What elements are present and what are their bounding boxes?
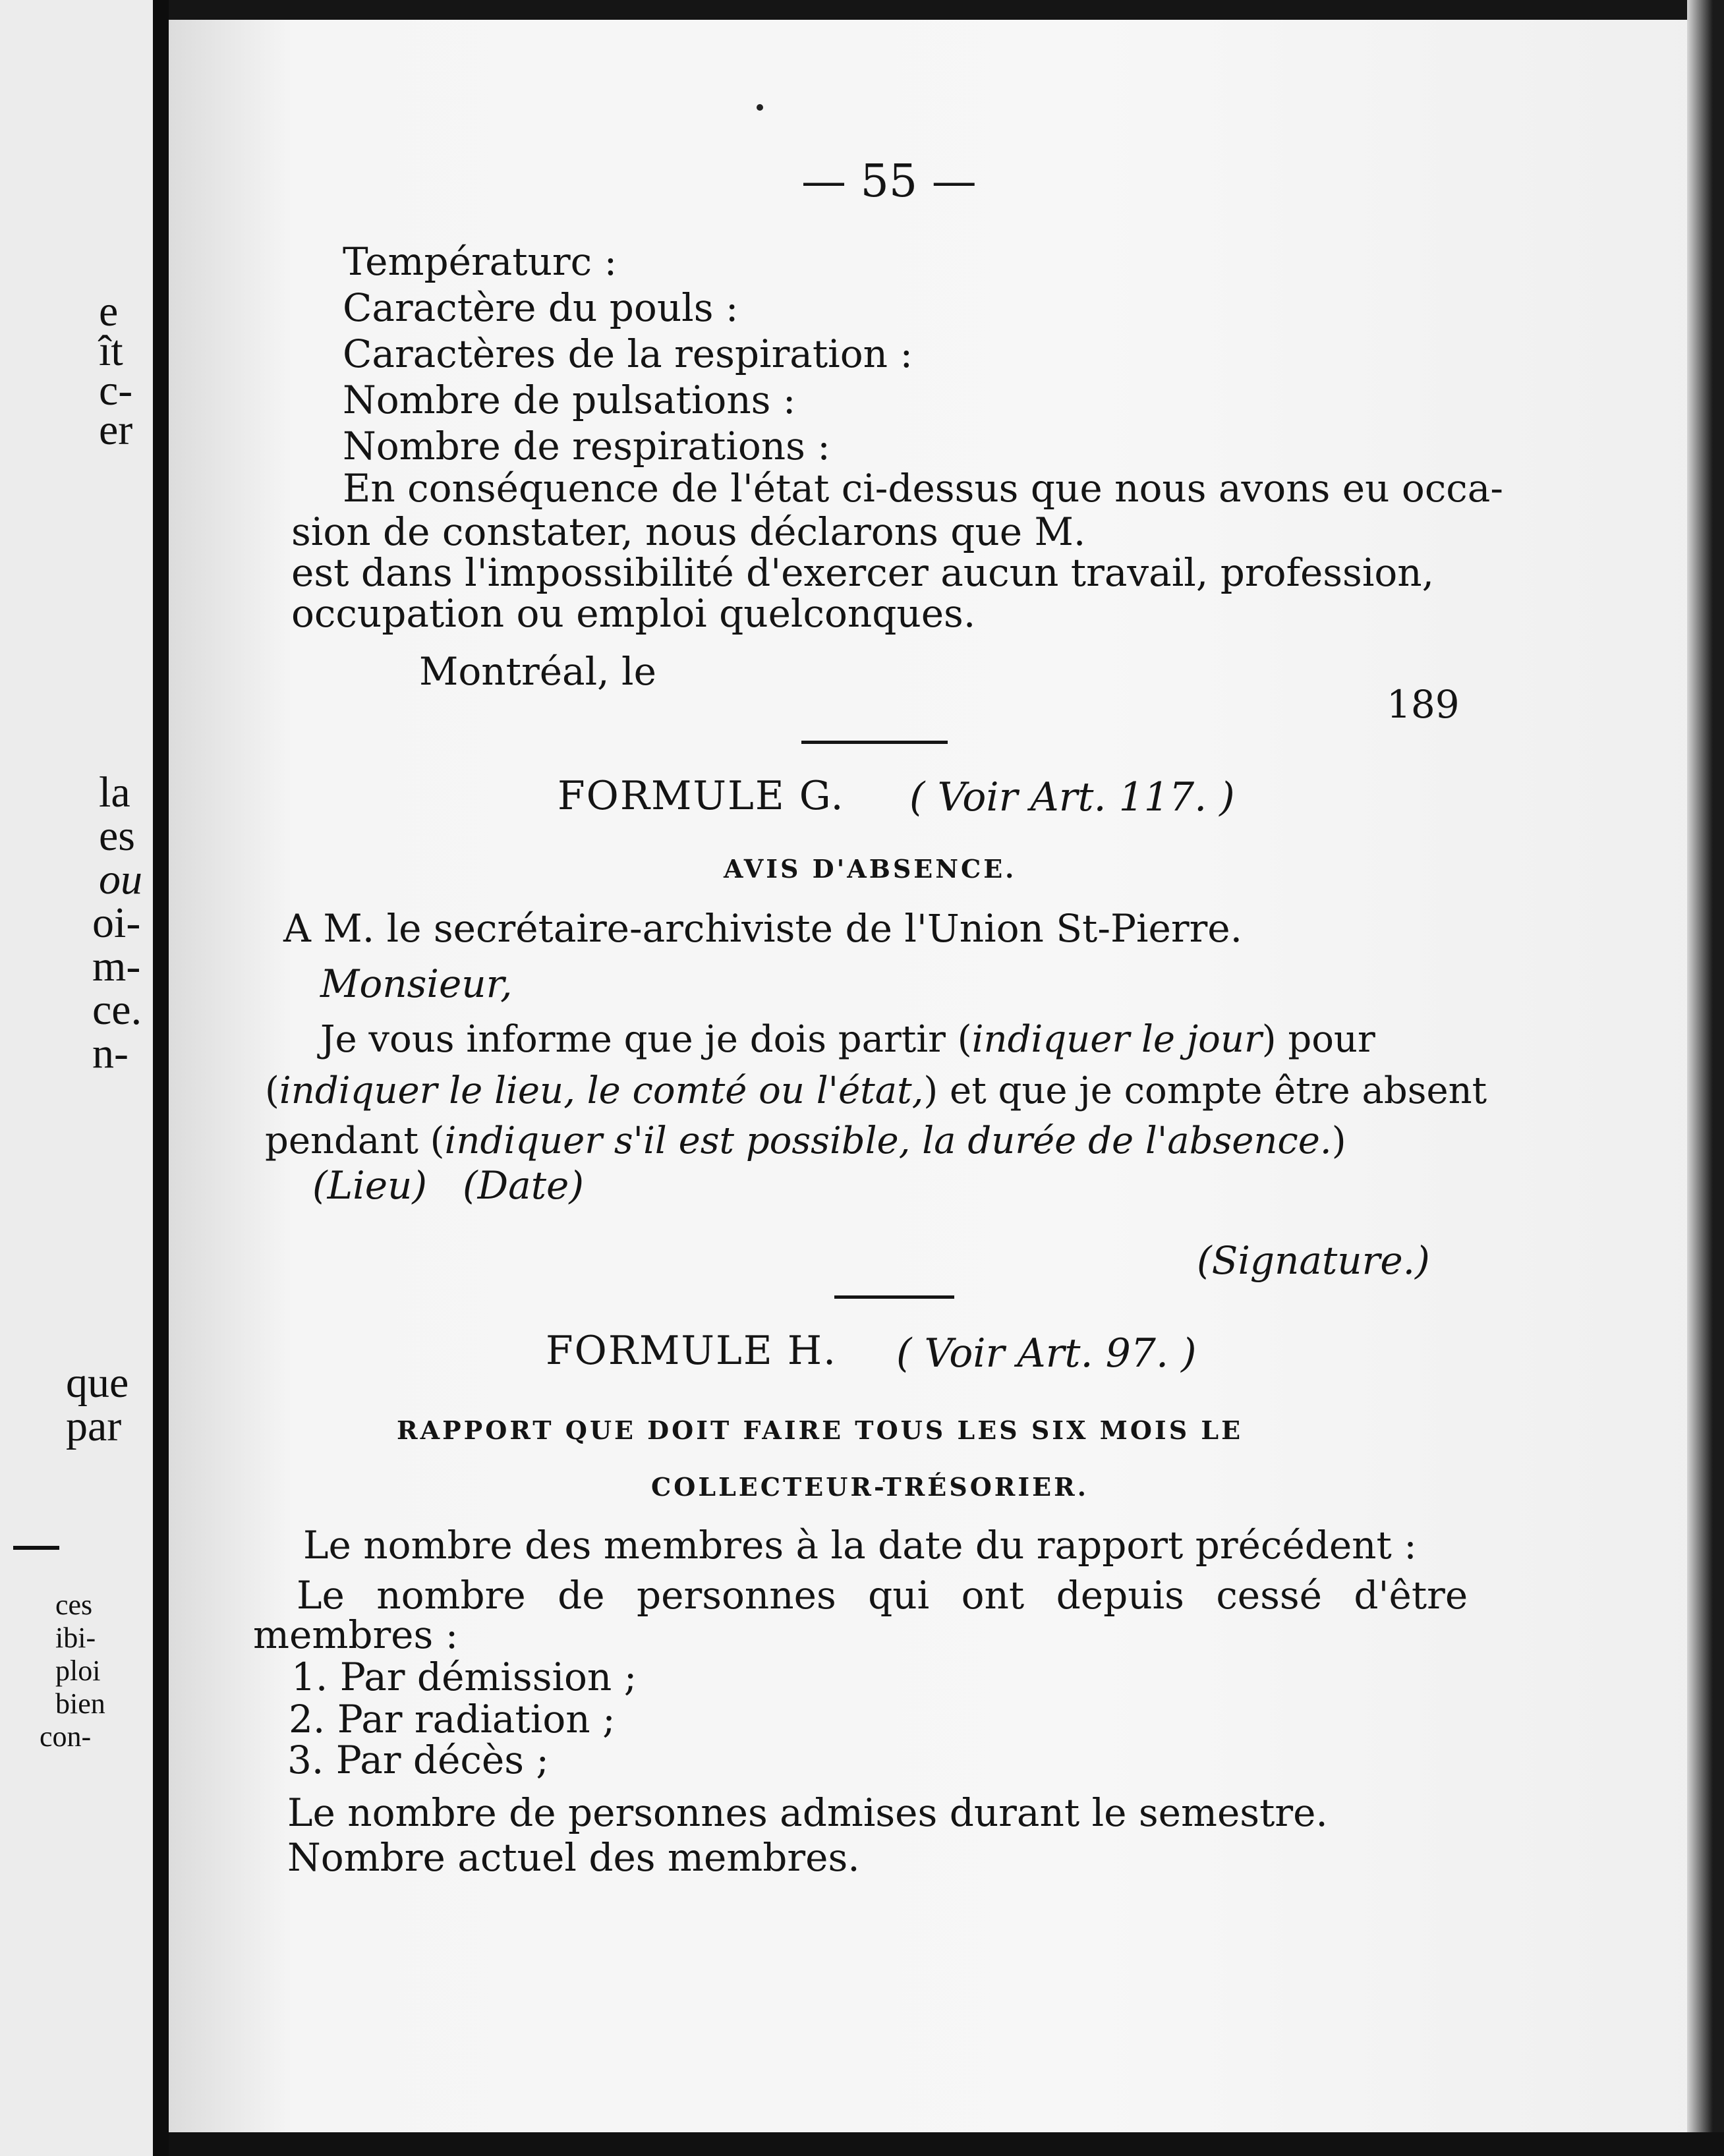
body-line-2	[265, 1069, 1487, 1112]
ink-speck	[757, 104, 763, 111]
left-fragment: n-	[92, 1029, 129, 1077]
report-line: Le nombre des membres à la date du rapport précédent :	[303, 1523, 1417, 1568]
body-line-3	[265, 1120, 1346, 1162]
page-number: — 55 —	[801, 156, 977, 208]
left-fragment: la	[99, 768, 130, 816]
left-fragment: que	[66, 1359, 129, 1407]
report-line: 2. Par radiation ;	[289, 1697, 616, 1742]
formule-h-ref: ( Voir Art. 97. )	[896, 1330, 1197, 1376]
left-fragment: er	[99, 406, 133, 454]
body-text: Je vous informe que je dois partir (	[320, 1018, 972, 1061]
book-page	[169, 0, 1711, 2156]
body-italic: indiquer s'il est possible, la durée de l'absence.	[444, 1120, 1332, 1162]
scan-top-edge	[169, 0, 1724, 20]
left-fragment: ces	[55, 1589, 93, 1621]
scan-bottom-edge	[169, 2132, 1724, 2156]
cert-line: Températurc :	[343, 239, 618, 284]
report-line: Le nombre de personnes qui ont depuis cessé d'être	[297, 1573, 1468, 1618]
left-fragment: ploi	[55, 1655, 101, 1687]
formule-g-subtitle: AVIS D'ABSENCE.	[724, 854, 1017, 884]
section-divider	[834, 1295, 954, 1299]
lieu-label: (Lieu)	[312, 1163, 427, 1208]
report-line: membres :	[253, 1612, 459, 1657]
left-fragment: ce.	[92, 986, 142, 1034]
page-gutter	[153, 0, 169, 2156]
left-fragment: ibi-	[55, 1622, 96, 1654]
body-text: (	[265, 1069, 279, 1112]
year: 189	[1387, 682, 1460, 727]
left-page-rule	[13, 1546, 59, 1550]
left-fragment: e	[99, 287, 119, 335]
formule-h-title: FORMULE H.	[546, 1328, 838, 1374]
formule-g-ref: ( Voir Art. 117. )	[909, 774, 1235, 820]
cert-line: Nombre de pulsations :	[343, 378, 796, 422]
body-text: )	[1331, 1120, 1346, 1162]
body-italic: indiquer le jour	[971, 1018, 1262, 1061]
report-line: Le nombre de personnes admises durant le semestre.	[287, 1790, 1328, 1835]
report-line: Nombre actuel des membres.	[287, 1835, 860, 1880]
body-text: ) pour	[1261, 1018, 1375, 1061]
left-fragment: oi-	[92, 899, 141, 947]
body-line-1	[320, 1018, 1375, 1061]
left-fragment: c-	[99, 366, 133, 414]
left-page-margin	[0, 0, 153, 2156]
date-label: (Date)	[463, 1163, 584, 1208]
address-line: A M. le secrétaire-archiviste de l'Union St-Pierre.	[283, 906, 1243, 951]
formule-h-subtitle: RAPPORT QUE DOIT FAIRE TOUS LES SIX MOIS LE	[397, 1415, 1244, 1445]
report-line: 3. Par décès ;	[287, 1738, 549, 1782]
salutation: Monsieur,	[320, 961, 513, 1006]
left-fragment: ît	[99, 327, 123, 375]
left-fragment: es	[99, 812, 135, 860]
report-line: 1. Par démission ;	[291, 1655, 637, 1699]
body-text: ) et que je compte être absent	[923, 1069, 1487, 1112]
cert-line: sion de constater, nous déclarons que M.	[291, 509, 1086, 554]
left-fragment: ou	[99, 855, 142, 903]
cert-line: occupation ou emploi quelconques.	[291, 591, 976, 636]
section-divider	[801, 741, 948, 744]
cert-line: est dans l'impossibilité d'exercer aucun travail, profession,	[291, 550, 1435, 595]
cert-line: Caractères de la respiration :	[343, 331, 913, 376]
cert-line: En conséquence de l'état ci-dessus que nous avons eu occa-	[343, 466, 1503, 511]
body-text: pendant (	[265, 1120, 445, 1162]
signature-label: (Signature.)	[1197, 1238, 1430, 1283]
left-fragment: bien	[55, 1688, 105, 1720]
left-fragment: par	[66, 1402, 122, 1450]
cert-line: Caractère du pouls :	[343, 285, 739, 330]
place-date: Montréal, le	[419, 649, 656, 694]
formule-h-subtitle: COLLECTEUR-TRÉSORIER.	[651, 1472, 1089, 1502]
left-fragment: con-	[40, 1720, 92, 1753]
scan-right-edge	[1687, 0, 1724, 2156]
left-fragment: m-	[92, 942, 141, 990]
formule-g-title: FORMULE G.	[558, 773, 845, 819]
body-italic: indiquer le lieu, le comté ou l'état,	[279, 1069, 924, 1112]
cert-line: Nombre de respirations :	[343, 424, 830, 468]
